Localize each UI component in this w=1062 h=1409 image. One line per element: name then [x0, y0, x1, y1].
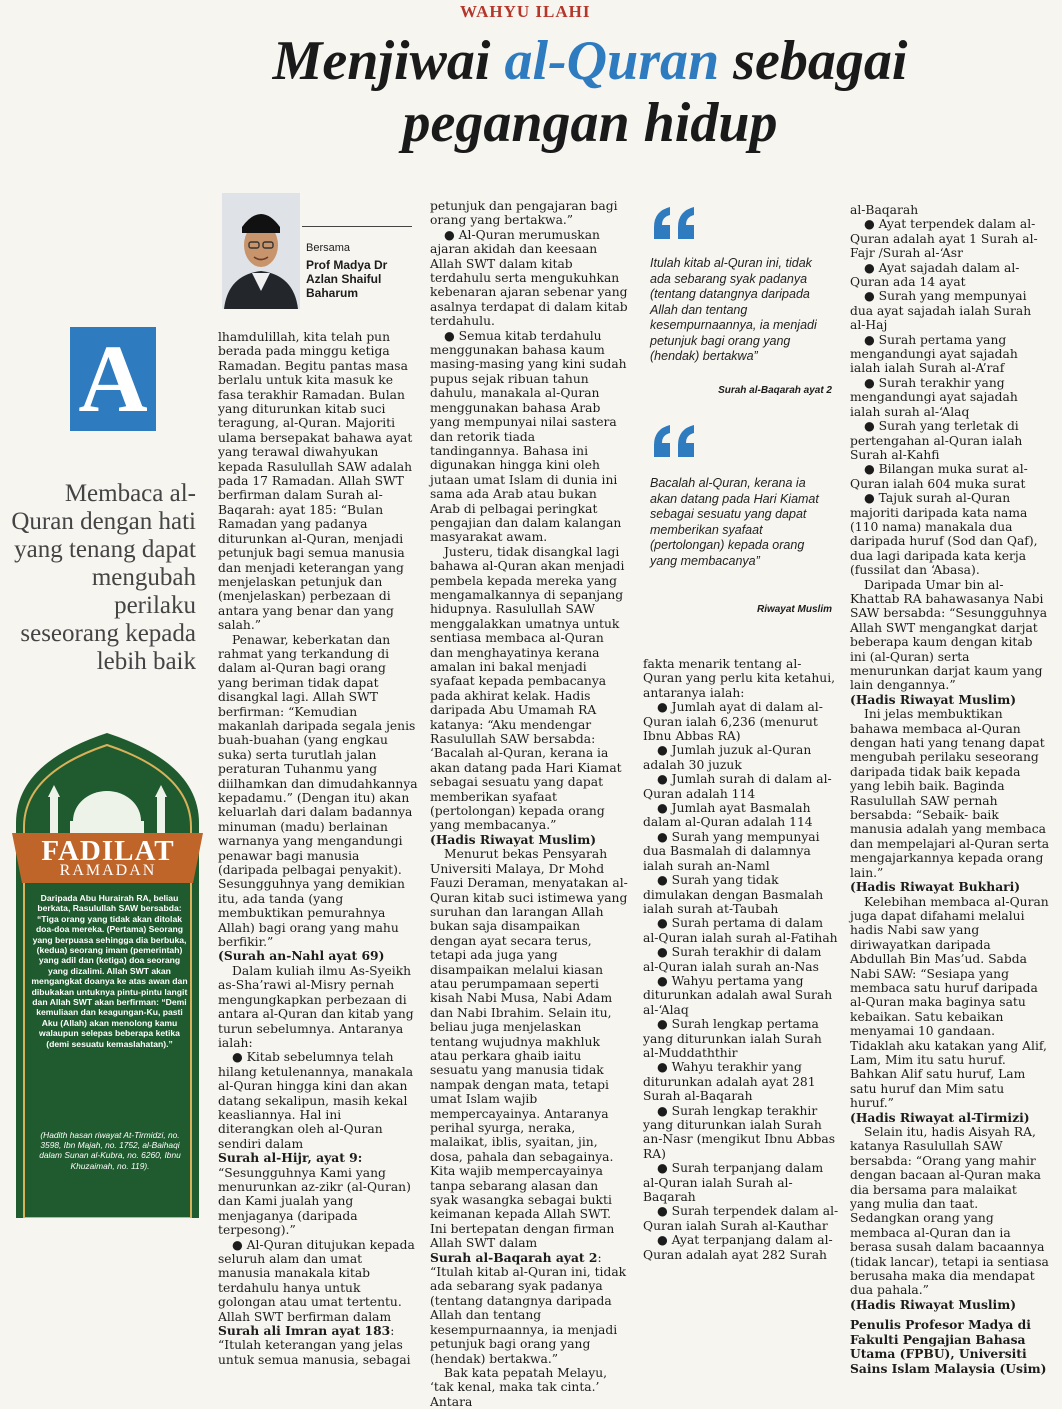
drop-cap: A: [70, 327, 156, 431]
list-item: ● Surah lengkap pertama yang diturunkan ialah Surah al-Muddaththir: [643, 1017, 822, 1060]
byline-label: Bersama: [306, 242, 351, 254]
list-item: ● Surah terakhir yang mengandungi ayat sajadah ialah surah al-‘Alaq: [850, 375, 1018, 419]
column-2: [430, 199, 628, 1409]
list-item: ● Surah yang mempunyai dua Basmalah di dalamnya ialah surah an-Naml: [643, 829, 820, 873]
list-item: ● Jumlah juzuk al-Quran adalah 30 juzuk: [643, 743, 812, 772]
byline-rule: [302, 226, 412, 227]
author-note: Penulis Profesor Madya di Fakulti Pengajian Bahasa Utama (FPBU), Universiti Sains Islam Malaysia (Usim): [850, 1317, 1047, 1376]
list-item: ● Surah yang tidak dimulakan dengan Basmalah ialah surah at-Taubah: [643, 873, 824, 916]
list-item: ● Bilangan muka surat al-Quran ialah 604 muka surat: [850, 462, 1028, 491]
citation: Surah al-Baqarah ayat 2: [430, 1249, 598, 1265]
paragraph: Selain itu, hadis Aisyah RA, katanya Rasulullah SAW bersabda: “Orang yang mahir dengan bacaan al-Quran maka dia bersama para malaikat yang mulia dan taat. Sedangkan orang yang membaca al-Quran dan ia berasa susah dalam bacaannya (tidak lancar), tetapi ia sentiasa berusaha maka dia mendapat dua pahala.”: [850, 1125, 1049, 1298]
citation: (Hadis Riwayat Muslim): [430, 831, 597, 847]
citation: (Surah an-Nahl ayat 69): [218, 948, 385, 964]
citation: (Hadis Riwayat Muslim): [850, 691, 1017, 707]
headline-part2: sebagai: [719, 30, 908, 92]
paragraph: Penawar, keberkatan dan rahmat yang terkandung di dalam al-Quran bagi orang yang beriman tidak dapat disangkal lagi. Allah SWT berfirman: “Kemudian makanlah daripada segala jenis buah-buahan (yang engkau suka) serta turutlah jalan peraturan Tuhanmu yang diilhamkan dan dimudahkannya kepadamu.” (Dengan itu) akan keluarlah dari dalam badannya minuman (madu) berlainan warnanya yang mengandungi penawar bagi manusia (daripada pelbagai penyakit). Sesungguhnya yang demikian itu, ada tanda (yang membuktikan pemurahnya Allah) bagi orang yang mahu berfikir.”: [218, 632, 418, 950]
paragraph: Bak kata pepatah Melayu, ‘tak kenal, maka tak cinta.’ Antara: [430, 1365, 608, 1409]
fadilat-citation: (Hadith hasan riwayat At-Tirmidzi, no. 3598, Ibn Majah, no. 1752, al-Baihaqi dalam Sunan al-Kubra, no. 6260, Ibnu Khuzaimah, no. 119).: [39, 1130, 181, 1171]
section-rubric: WAHYU ILAHI: [460, 2, 591, 21]
citation: (Hadis Riwayat Bukhari): [850, 879, 1021, 895]
pull-quote: Membaca al-Quran dengan hati yang tenang dapat mengubah perilaku seseorang kepada lebih baik: [11, 480, 196, 675]
fadilat-subtitle: RAMADAN: [59, 862, 157, 879]
column-4: [850, 203, 1050, 1376]
citation: Surah al-Hijr, ayat 9:: [218, 1150, 363, 1166]
paragraph: Daripada Umar bin al-Khattab RA bahawasanya Nabi SAW bersabda: “Sesungguhnya Allah SWT mengangkat darjat beberapa kaum dengan kitab ini (al-Quran) serta menurunkan darjat kaum yang lain dengannya.”: [850, 577, 1048, 693]
paragraph: fakta menarik tentang al-Quran yang perlu kita ketahui, antaranya ialah:: [643, 657, 836, 700]
paragraph: Dalam kuliah ilmu As-Syeikh as-Sha’rawi al-Misry pernah mengungkapkan perbezaan di antara al-Quran dan kitab yang turun sebelumnya. Antaranya ialah:: [218, 963, 414, 1050]
list-item: ● Ayat sajadah dalam al-Quran ada 14 ayat: [850, 260, 1020, 290]
list-item: ● Semua kitab terdahulu menggunakan bahasa kaum masing-masing yang kini sudah pupus sejak ribuan tahun dahulu, manakala al-Quran menggunakan bahasa Arab yang mempunyai nilai sastera dan retorik tiada tandingannya. Bahasa ini digunakan hingga kini oleh jutaan umat Islam di dunia ini sama ada Arab atau bukan Arab di pelbagai peringkat pengajian dan dalam kalangan masyarakat awam.: [430, 328, 627, 545]
paragraph: Kelebihan membaca al-Quran juga dapat difahami melalui hadis Nabi saw yang diriwayatkan daripada Abdullah Bin Mas’ud. Sabda Nabi SAW: “Sesiapa yang membaca satu huruf daripada al-Quran maka baginya satu kebaikan. Satu kebaikan menyamai 10 gandaan. Tidaklah aku katakan yang Alif, Lam, Mim itu satu huruf. Bahkan Alif satu huruf, Lam satu huruf dan Mim satu huruf.”: [850, 894, 1049, 1111]
paragraph: Menurut bekas Pensyarah Universiti Malaya, Dr Mohd Fauzi Deraman, menyatakan al-Quran kitab suci istimewa yang suruhan dan larangan Allah bukan saja disampaikan dengan ayat secara terus, tetapi ada juga yang disampaikan melalui kiasan atau perumpamaan seperti kisah Nabi Musa, Nabi Adam dan Nabi Ibrahim. Selain itu, beliau juga menjelaskan tentang wujudnya makhluk atau perkara ghaib iaitu sesuatu yang manusia tidak nampak dengan mata, tetapi umat Islam wajib mempercayainya. Antaranya perihal syurga, neraka, malaikat, iblis, syaitan, jin, dosa, pahala dan sebagainya. Kita wajib mempercayainya tanpa sebarang alasan dan syak wasangka sebagai bukti keimanan kepada Allah SWT. Ini bertepatan dengan firman Allah SWT dalam: [430, 847, 628, 1251]
list-item: ● Surah yang terletak di pertengahan al-Quran ialah Surah al-Kahfi: [850, 419, 1023, 462]
list-item: ● Jumlah ayat Basmalah dalam al-Quran adalah 114: [643, 801, 813, 830]
paragraph: : “Itulah keterangan yang jelas untuk semua manusia, sebagai: [218, 1324, 411, 1367]
list-item: ● Tajuk surah al-Quran majoriti daripada kata nama (110 nama) manakala dua daripada huruf (Sod dan Qaf), dua lagi daripada kata kerja (fussilat dan ‘Abasa).: [850, 491, 1038, 578]
byline-name: Prof Madya Dr Azlan Shaiful Baharum: [306, 258, 388, 300]
headline-accent: al-Quran: [504, 30, 720, 92]
list-item: al-Baqarah: [850, 203, 919, 217]
list-item: ● Surah lengkap terakhir yang diturunkan ialah Surah an-Nasr (mengikut Ibnu Abbas RA): [643, 1103, 836, 1161]
list-item: ● Jumlah ayat di dalam al-Quran ialah 6,236 (menurut Ibnu Abbas RA): [643, 700, 823, 744]
quote-1-source: Surah al-Baqarah ayat 2: [718, 385, 832, 396]
column-1: [218, 330, 418, 1367]
list-item: ● Wahyu pertama yang diturunkan adalah awal Surah al-‘Alaq: [643, 973, 833, 1017]
citation: (Hadis Riwayat Muslim): [850, 1296, 1017, 1312]
list-item: ● Surah terpanjang dalam al-Quran ialah Surah al-Baqarah: [643, 1161, 824, 1205]
headline: [150, 30, 1030, 154]
quote-1-text: Itulah kitab al-Quran ini, tidak ada sebarang syak padanya (tentang datangnya daripada Allah dan tentang kesempurnaannya, ia menjadi petunjuk bagi orang yang (hendak) bertakwa”: [650, 256, 817, 363]
list-item: ● Al-Quran ditujukan kepada seluruh alam dan umat manusia manakala kitab terdahulu hanya untuk golongan atau umat tertentu. Allah SWT berfirman dalam: [218, 1237, 415, 1324]
paragraph: lhamdulillah, kita telah pun berada pada minggu ketiga Ramadan. Begitu pantas masa berlalu untuk kita masuk ke fasa terakhir Ramadan. Bulan yang diturunkan kitab suci teragung, al-Quran. Majoriti ulama bersepakat bahawa ayat yang terawal diwahyukan kepada Rasulullah SAW adalah pada 17 Ramadan. Allah SWT berfirman dalam Surah al-Baqarah: ayat 185: “Bulan Ramadan yang padanya diturunkan al-Quran, menjadi petunjuk bagi semua manusia dan menjadi keterangan yang menjelaskan petunjuk dan (menjelaskan) perbezaan di antara yang benar dan yang salah.”: [218, 330, 413, 633]
headline-line2: pegangan hidup: [402, 92, 778, 154]
paragraph: : “Itulah kitab al-Quran ini, tidak ada sebarang syak padanya (tentang datangnya daripada Allah dan tentang kesempurnaannya, ia menjadi petunjuk bagi orang yang (hendak) bertakwa.”: [430, 1250, 627, 1366]
quote-2-text: Bacalah al-Quran, kerana ia akan datang pada Hari Kiamat sebagai sesuatu yang dapat memberikan syafaat (pertolongan) kepada orang yang membacanya”: [650, 476, 819, 568]
list-item: ● Ayat terpendek dalam al-Quran adalah ayat 1 Surah al-Fajr /Surah al-‘Asr: [850, 217, 1038, 261]
paragraph: Justeru, tidak disangkal lagi bahawa al-Quran akan menjadi pembela kepada mereka yang mengamalkannya di sepanjang hidupnya. Rasulullah SAW menggalakkan umatnya untuk sentiasa membaca al-Quran dan menghayatinya kerana amalan ini bakal menjadi syafaat kepada pembacanya pada akhirat kelak. Hadis daripada Abu Umamah RA katanya: “Aku mendengar Rasulullah SAW bersabda: ‘Bacalah al-Quran, kerana ia akan datang pada Hari Kiamat sebagai sesuatu yang dapat memberikan syafaat (pertolongan) kepada orang yang membacanya.”: [430, 544, 625, 833]
headline-part1: Menjiwai: [272, 30, 505, 92]
list-item: ● Jumlah surah di dalam al-Quran adalah 114: [643, 772, 832, 801]
column-3: [643, 657, 839, 1262]
fadilat-text: Daripada Abu Hurairah RA, beliau berkata, Rasulullah SAW bersabda: “Tiga orang yang tidak akan ditolak doa-doa mereka. (Pertama) Seorang yang berpuasa sehingga dia berbuka, (kedua) seorang imam (pemerintah) yang adil dan (ketiga) doa seorang yang dizalimi. Allah SWT akan mengangkat doanya ke atas awan dan dibukakan untuknya pintu-pintu langit dan Allah SWT akan berfirman: “Demi kemuliaan dan keagungan-Ku, pasti Aku (Allah) akan menolong kamu walaupun selepas beberapa ketika (demi sesuatu kemaslahatan).”: [31, 893, 188, 1049]
list-item: ● Surah terpendek dalam al-Quran ialah Surah al-Kauthar: [643, 1204, 839, 1233]
paragraph: Ini jelas membuktikan bahawa membaca al-Quran dengan hati yang tenang dapat mengubah perilaku seseorang daripada tidak baik kepada yang lebih baik. Baginda Rasulullah SAW pernah bersabda: “Sebaik- baik manusia adalah yang membaca dan mempelajari al-Quran serta mengajarkannya kepada orang lain.”: [850, 707, 1050, 880]
quote-mark-icon: [650, 423, 700, 459]
citation: Surah ali Imran ayat 183: [218, 1323, 391, 1339]
list-item: ● Surah yang mempunyai dua ayat sajadah ialah Surah al-Haj: [850, 289, 1032, 333]
citation: (Hadis Riwayat al-Tirmizi): [850, 1109, 1030, 1125]
fadilat-title: FADILAT: [41, 835, 175, 867]
paragraph: petunjuk dan pengajaran bagi orang yang bertakwa.”: [430, 199, 618, 228]
list-item: ● Wahyu terakhir yang diturunkan adalah ayat 281 Surah al-Baqarah: [643, 1060, 816, 1104]
paragraph: “Sesungguhnya Kami yang menurunkan az-zikr (al-Quran) dan Kami jualah yang menjaganya (daripada terpesong).”: [218, 1165, 411, 1238]
list-item: ● Surah pertama yang mengandungi ayat sajadah ialah ialah Surah al-A’raf: [850, 332, 1018, 376]
author-photo: [222, 193, 300, 309]
quote-mark-icon: [650, 205, 700, 241]
list-item: ● Kitab sebelumnya telah hilang ketulenannya, manakala al-Quran hingga kini dan akan datang sekalipun, masih kekal keasliannya. Hal ini diterangkan oleh al-Quran sendiri dalam: [218, 1050, 414, 1151]
list-item: ● Surah pertama di dalam al-Quran ialah surah al-Fatihah: [643, 916, 838, 945]
quote-2-source: Riwayat Muslim: [756, 604, 832, 615]
list-item: ● Surah terakhir di dalam al-Quran ialah surah an-Nas: [643, 945, 822, 974]
list-item: ● Al-Quran merumuskan ajaran akidah dan keesaan Allah SWT dalam kitab terdahulu serta mengukuhkan kebenaran ajaran sebenar yang asalnya terdapat di dalam kitab terdahulu.: [430, 227, 628, 329]
list-item: ● Ayat terpanjang dalam al-Quran adalah ayat 282 Surah: [643, 1233, 833, 1262]
